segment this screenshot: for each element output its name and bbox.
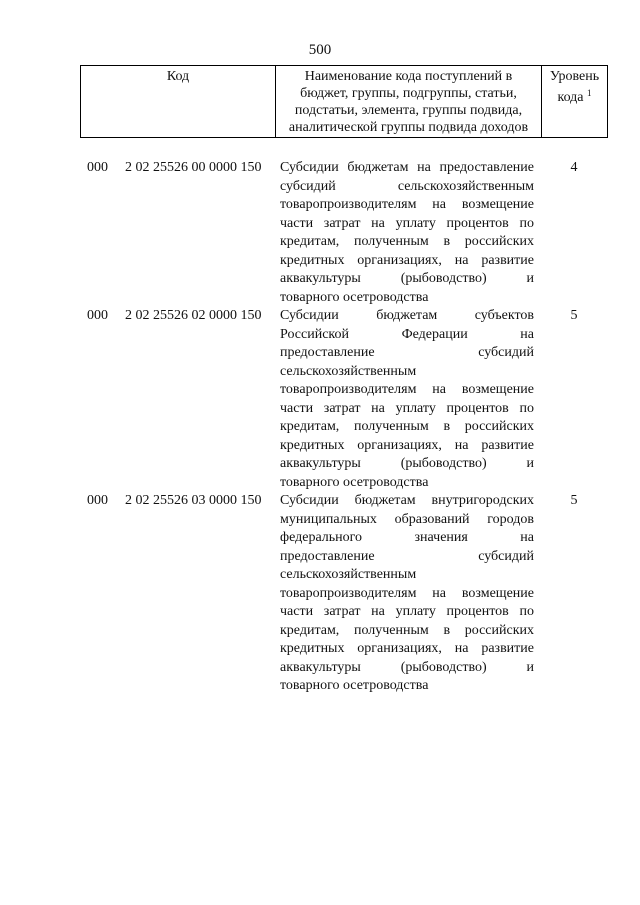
row-name-line: аквакультуры (рыбоводство) и — [280, 456, 534, 471]
row-name — [280, 307, 534, 492]
header-level — [542, 66, 607, 137]
row-name-line: предоставление субсидий — [280, 345, 534, 360]
header-level-line2 — [542, 85, 607, 106]
row-name-line: федерального значения на — [280, 530, 534, 545]
row-name-line: товаропроизводителям на возмещение — [280, 382, 534, 397]
table-header — [80, 65, 608, 138]
row-name-line: аквакультуры (рыбоводство) и — [280, 271, 534, 286]
header-level-label: кода — [557, 90, 584, 105]
row-name — [280, 159, 534, 307]
row-name-line: Субсидии бюджетам на предоставление — [280, 160, 534, 175]
row-name-line: муниципальных образований городов — [280, 511, 534, 527]
row-name-line: товарного осетроводства — [280, 289, 429, 305]
row-prefix: 000 — [87, 308, 108, 323]
row-name-line: кредитных организациях, на развитие — [280, 437, 534, 453]
row-name-line: Субсидии бюджетам субъектов — [280, 308, 534, 323]
header-name-line: аналитической группы подвида доходов — [288, 120, 529, 135]
row-prefix: 000 — [87, 160, 108, 175]
row-level: 5 — [570, 493, 578, 508]
row-level: 4 — [570, 160, 578, 175]
row-name-line: сельскохозяйственным — [280, 567, 417, 582]
table-row — [80, 492, 608, 696]
footnote-marker: 1 — [587, 88, 592, 98]
header-name-line: бюджет, группы, подгруппы, статьи, — [300, 86, 517, 101]
row-name-line: Субсидии бюджетам внутригородских — [280, 493, 534, 508]
row-prefix: 000 — [87, 493, 108, 508]
row-level: 5 — [570, 308, 578, 323]
row-name-line: предоставление субсидий — [280, 548, 534, 564]
header-name-line: подстатьи, элемента, группы подвида, — [294, 103, 523, 118]
row-code: 2 02 25526 02 0000 150 — [125, 308, 262, 323]
row-name-line: аквакультуры (рыбоводство) и — [280, 659, 534, 675]
row-name-line: Российской Федерации на — [280, 326, 534, 342]
row-name-line: сельскохозяйственным — [280, 363, 417, 379]
table-row — [80, 159, 608, 307]
row-name-line: кредитных организациях, на развитие — [280, 641, 534, 656]
row-name-line: товаропроизводителям на возмещение — [280, 197, 534, 212]
row-name-line: кредитам, полученным в российских — [280, 419, 534, 434]
row-name-line: кредитам, полученным в российских — [280, 234, 534, 249]
row-name-line: части затрат на уплату процентов по — [280, 604, 534, 619]
row-code: 2 02 25526 00 0000 150 — [125, 160, 262, 175]
row-name-line: кредитам, полученным в российских — [280, 622, 534, 638]
table-row — [80, 307, 608, 492]
row-name — [280, 492, 534, 696]
row-name-line: субсидий сельскохозяйственным — [280, 178, 534, 194]
row-name-line: части затрат на уплату процентов по — [280, 400, 534, 416]
page-number: 500 — [308, 42, 332, 58]
table-body — [80, 159, 608, 696]
header-name — [276, 66, 542, 137]
row-name-line: товаропроизводителям на возмещение — [280, 585, 534, 601]
header-name-line: Наименование кода поступлений в — [304, 69, 513, 84]
row-name-line: части затрат на уплату процентов по — [280, 215, 534, 231]
row-name-line: товарного осетроводства — [280, 678, 429, 693]
row-code: 2 02 25526 03 0000 150 — [125, 493, 262, 508]
header-level-line1: Уровень — [549, 69, 600, 84]
row-name-line: кредитных организациях, на развитие — [280, 252, 534, 268]
row-name-line: товарного осетроводства — [280, 474, 429, 490]
header-code: Код — [81, 66, 276, 137]
